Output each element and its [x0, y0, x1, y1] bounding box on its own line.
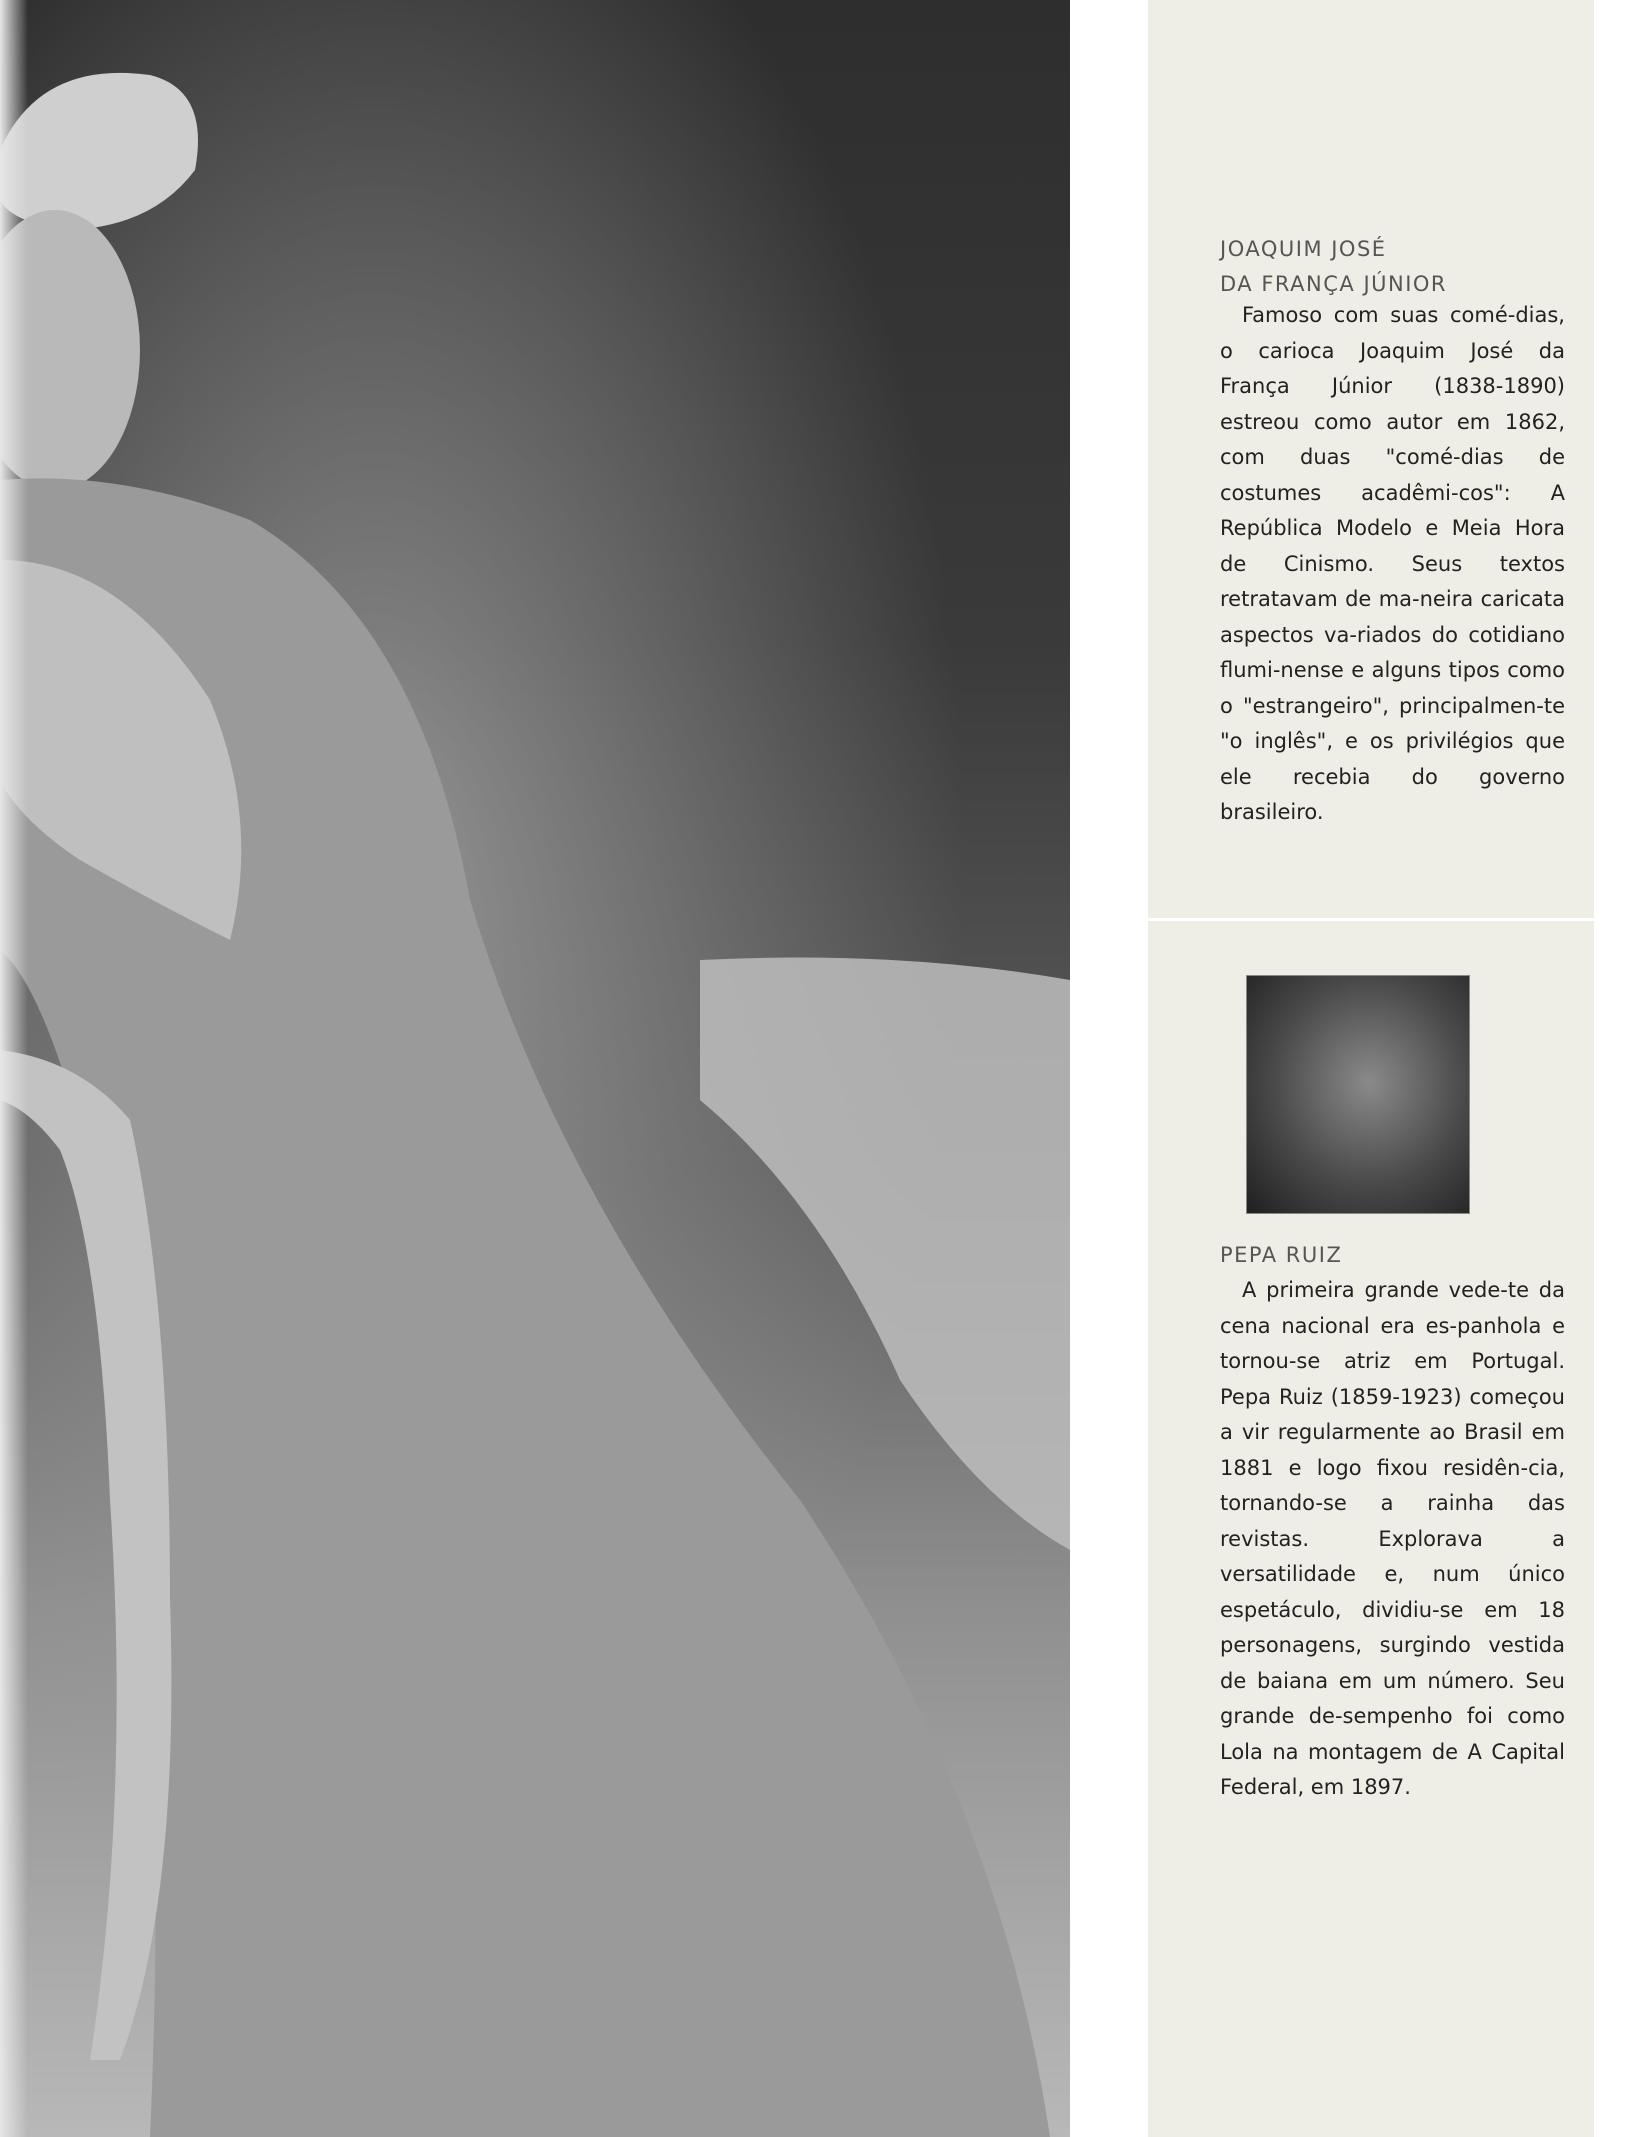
photo-edge	[0, 0, 28, 2137]
section-divider	[1148, 918, 1594, 921]
sidebar	[1148, 0, 1594, 2137]
section-title-pepa-ruiz: PEPA RUIZ	[1220, 1243, 1343, 1267]
section-body-pepa-ruiz: A primeira grande vede-te da cena nacional era es-panhola e tornou-se atriz em Portugal. Pepa Ruiz (1859-1923) começou a vir regularmente ao Brasil em 1881 e logo fixou residên-cia, tornando-se a rainha das revistas. Explorava a versatilidade e, num único espetáculo, dividiu-se em 18 personagens, surgindo vestida de baiana em um número. Seu grande de-sempenho foi como Lola na montagem de A Capital Federal, em 1897.	[1220, 1278, 1565, 1799]
right-margin	[1594, 0, 1635, 2137]
page-gutter	[1070, 0, 1148, 2137]
section-body-franca-junior: Famoso com suas comé-dias, o carioca Joaquim José da França Júnior (1838-1890) estreou como autor em 1862, com duas "comé-dias de costumes acadêmi-cos": A República Modelo e Meia Hora de Cinismo. Seus textos retratavam de ma-neira caricata aspectos va-riados do cotidiano flumi-nense e alguns tipos como o "estrangeiro", principalmen-te "o inglês", e os privilégios que ele recebia do governo brasileiro.	[1220, 303, 1565, 824]
pepa-ruiz-portrait	[1246, 975, 1470, 1214]
hat-shape	[0, 73, 198, 230]
section-title-franca-junior: JOAQUIM JOSÉ DA FRANÇA JÚNIOR	[1220, 237, 1448, 296]
